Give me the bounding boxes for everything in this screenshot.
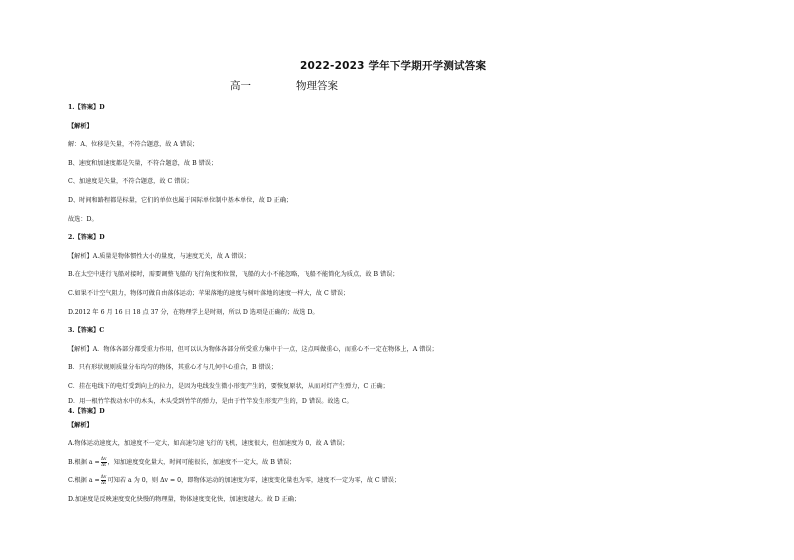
line-text: 1.【答案】D bbox=[68, 104, 105, 111]
line-text: 3.【答案】C bbox=[68, 327, 105, 335]
answer-line bbox=[68, 378, 788, 397]
line-text: B．只有形状规则质量分布均匀的物体，其重心才与几何中心重合，B 错误； bbox=[68, 364, 278, 372]
fraction bbox=[101, 475, 107, 486]
answer-line bbox=[68, 359, 788, 378]
line-text: B、速度和加速度都是矢量，不符合题意，故 B 错误； bbox=[68, 159, 218, 167]
answer-line bbox=[68, 472, 788, 491]
line-text: 4.【答案】D bbox=[68, 407, 105, 415]
answer-line bbox=[68, 192, 788, 211]
answer-line bbox=[68, 99, 788, 118]
answer-line bbox=[68, 417, 788, 436]
answer-line bbox=[68, 211, 788, 230]
grade-label: 高一 bbox=[230, 80, 251, 92]
document-title: 2022-2023 学年下学期开学测试答案 bbox=[300, 60, 487, 72]
document-subtitle bbox=[230, 78, 338, 93]
line-text: 2.【答案】D bbox=[68, 234, 105, 242]
line-text: 可知若 a 为 0，则 Δv = 0，即物体运动的加速度为零，速度变化量也为零，速度不一定为零，故 C 错误； bbox=[107, 477, 401, 485]
line-text: D．用一根竹竿拨动水中的木头，木头受到竹竿的弹力，是由于竹竿发生形变产生的，D 错误。故选 C。 bbox=[68, 397, 353, 405]
answer-line bbox=[68, 136, 788, 155]
answer-body bbox=[68, 99, 788, 509]
answer-line bbox=[68, 341, 788, 360]
line-text: D.2012 年 6 月 16 日 18 点 37 分，在物理学上是时刻，所以 D 选项是正确的；故选 D。 bbox=[68, 308, 319, 316]
line-text: A.物体运动速度大，加速度不一定大，如高速匀速飞行的飞机，速度很大，但加速度为 0，故 A 错误； bbox=[68, 440, 349, 448]
line-text: 【解析】 bbox=[68, 421, 93, 429]
answer-line bbox=[68, 397, 788, 407]
line-text: 解：A、位移是矢量，不符合题意，故 A 错误； bbox=[68, 141, 199, 149]
line-text: 故选：D。 bbox=[68, 215, 98, 223]
answer-line bbox=[68, 266, 788, 285]
line-text: C．挂在电线下的电灯受到向上的拉力，是因为电线发生微小形变产生的，要恢复原状，从而对灯产生弹力，C 正确； bbox=[68, 382, 389, 390]
answer-line bbox=[68, 155, 788, 174]
line-text: D.加速度是反映速度变化快慢的物理量，物体速度变化快，加速度越大。故 D 正确； bbox=[68, 495, 301, 503]
line-text: 【解析】 bbox=[68, 122, 93, 130]
line-text: D、时间和路程都是标量，它们的单位也属于国际单位制中基本单位，故 D 正确； bbox=[68, 196, 293, 204]
answer-line bbox=[68, 491, 788, 510]
answer-line bbox=[68, 229, 788, 248]
answer-line bbox=[68, 407, 788, 417]
answer-line bbox=[68, 322, 788, 341]
answer-line bbox=[68, 173, 788, 192]
answer-line bbox=[68, 435, 788, 454]
answer-line bbox=[68, 118, 788, 137]
fraction bbox=[101, 457, 107, 468]
fraction-denominator: Δt bbox=[101, 481, 107, 487]
fraction-numerator: Δv bbox=[100, 475, 107, 481]
line-text: 【解析】A．物体各部分都受重力作用，但可以认为物体各部分所受重力集中于一点，这点叫做重心，而重心不一定在物体上，A 错误； bbox=[68, 345, 438, 353]
subject-label: 物理答案 bbox=[296, 80, 338, 92]
line-text: B.根据 a = bbox=[68, 458, 100, 466]
answer-line bbox=[68, 285, 788, 304]
line-text: C.如果不计空气阻力，物体可做自由落体运动；苹果落地的速度与树叶落地的速度一样大，故 C 错误； bbox=[68, 289, 350, 297]
fraction-denominator: Δt bbox=[101, 462, 107, 468]
answer-line bbox=[68, 304, 788, 323]
line-text: B.在太空中进行飞船对接时，需要调整飞船的飞行角度和位置，飞船的大小不能忽略，飞船不能简化为质点，故 B 错误； bbox=[68, 271, 399, 279]
line-text: C.根据 a = bbox=[68, 477, 100, 485]
line-text: 【解析】A.质量是物体惯性大小的量度，与速度无关，故 A 错误； bbox=[68, 252, 250, 260]
line-text: ，知加速度变化量大，时间可能很长，加速度不一定大，故 B 错误； bbox=[107, 458, 296, 466]
answer-line bbox=[68, 248, 788, 267]
fraction-numerator: Δv bbox=[100, 456, 107, 462]
answer-line bbox=[68, 454, 788, 473]
line-text: C、加速度是矢量，不符合题意，故 C 错误； bbox=[68, 178, 193, 186]
